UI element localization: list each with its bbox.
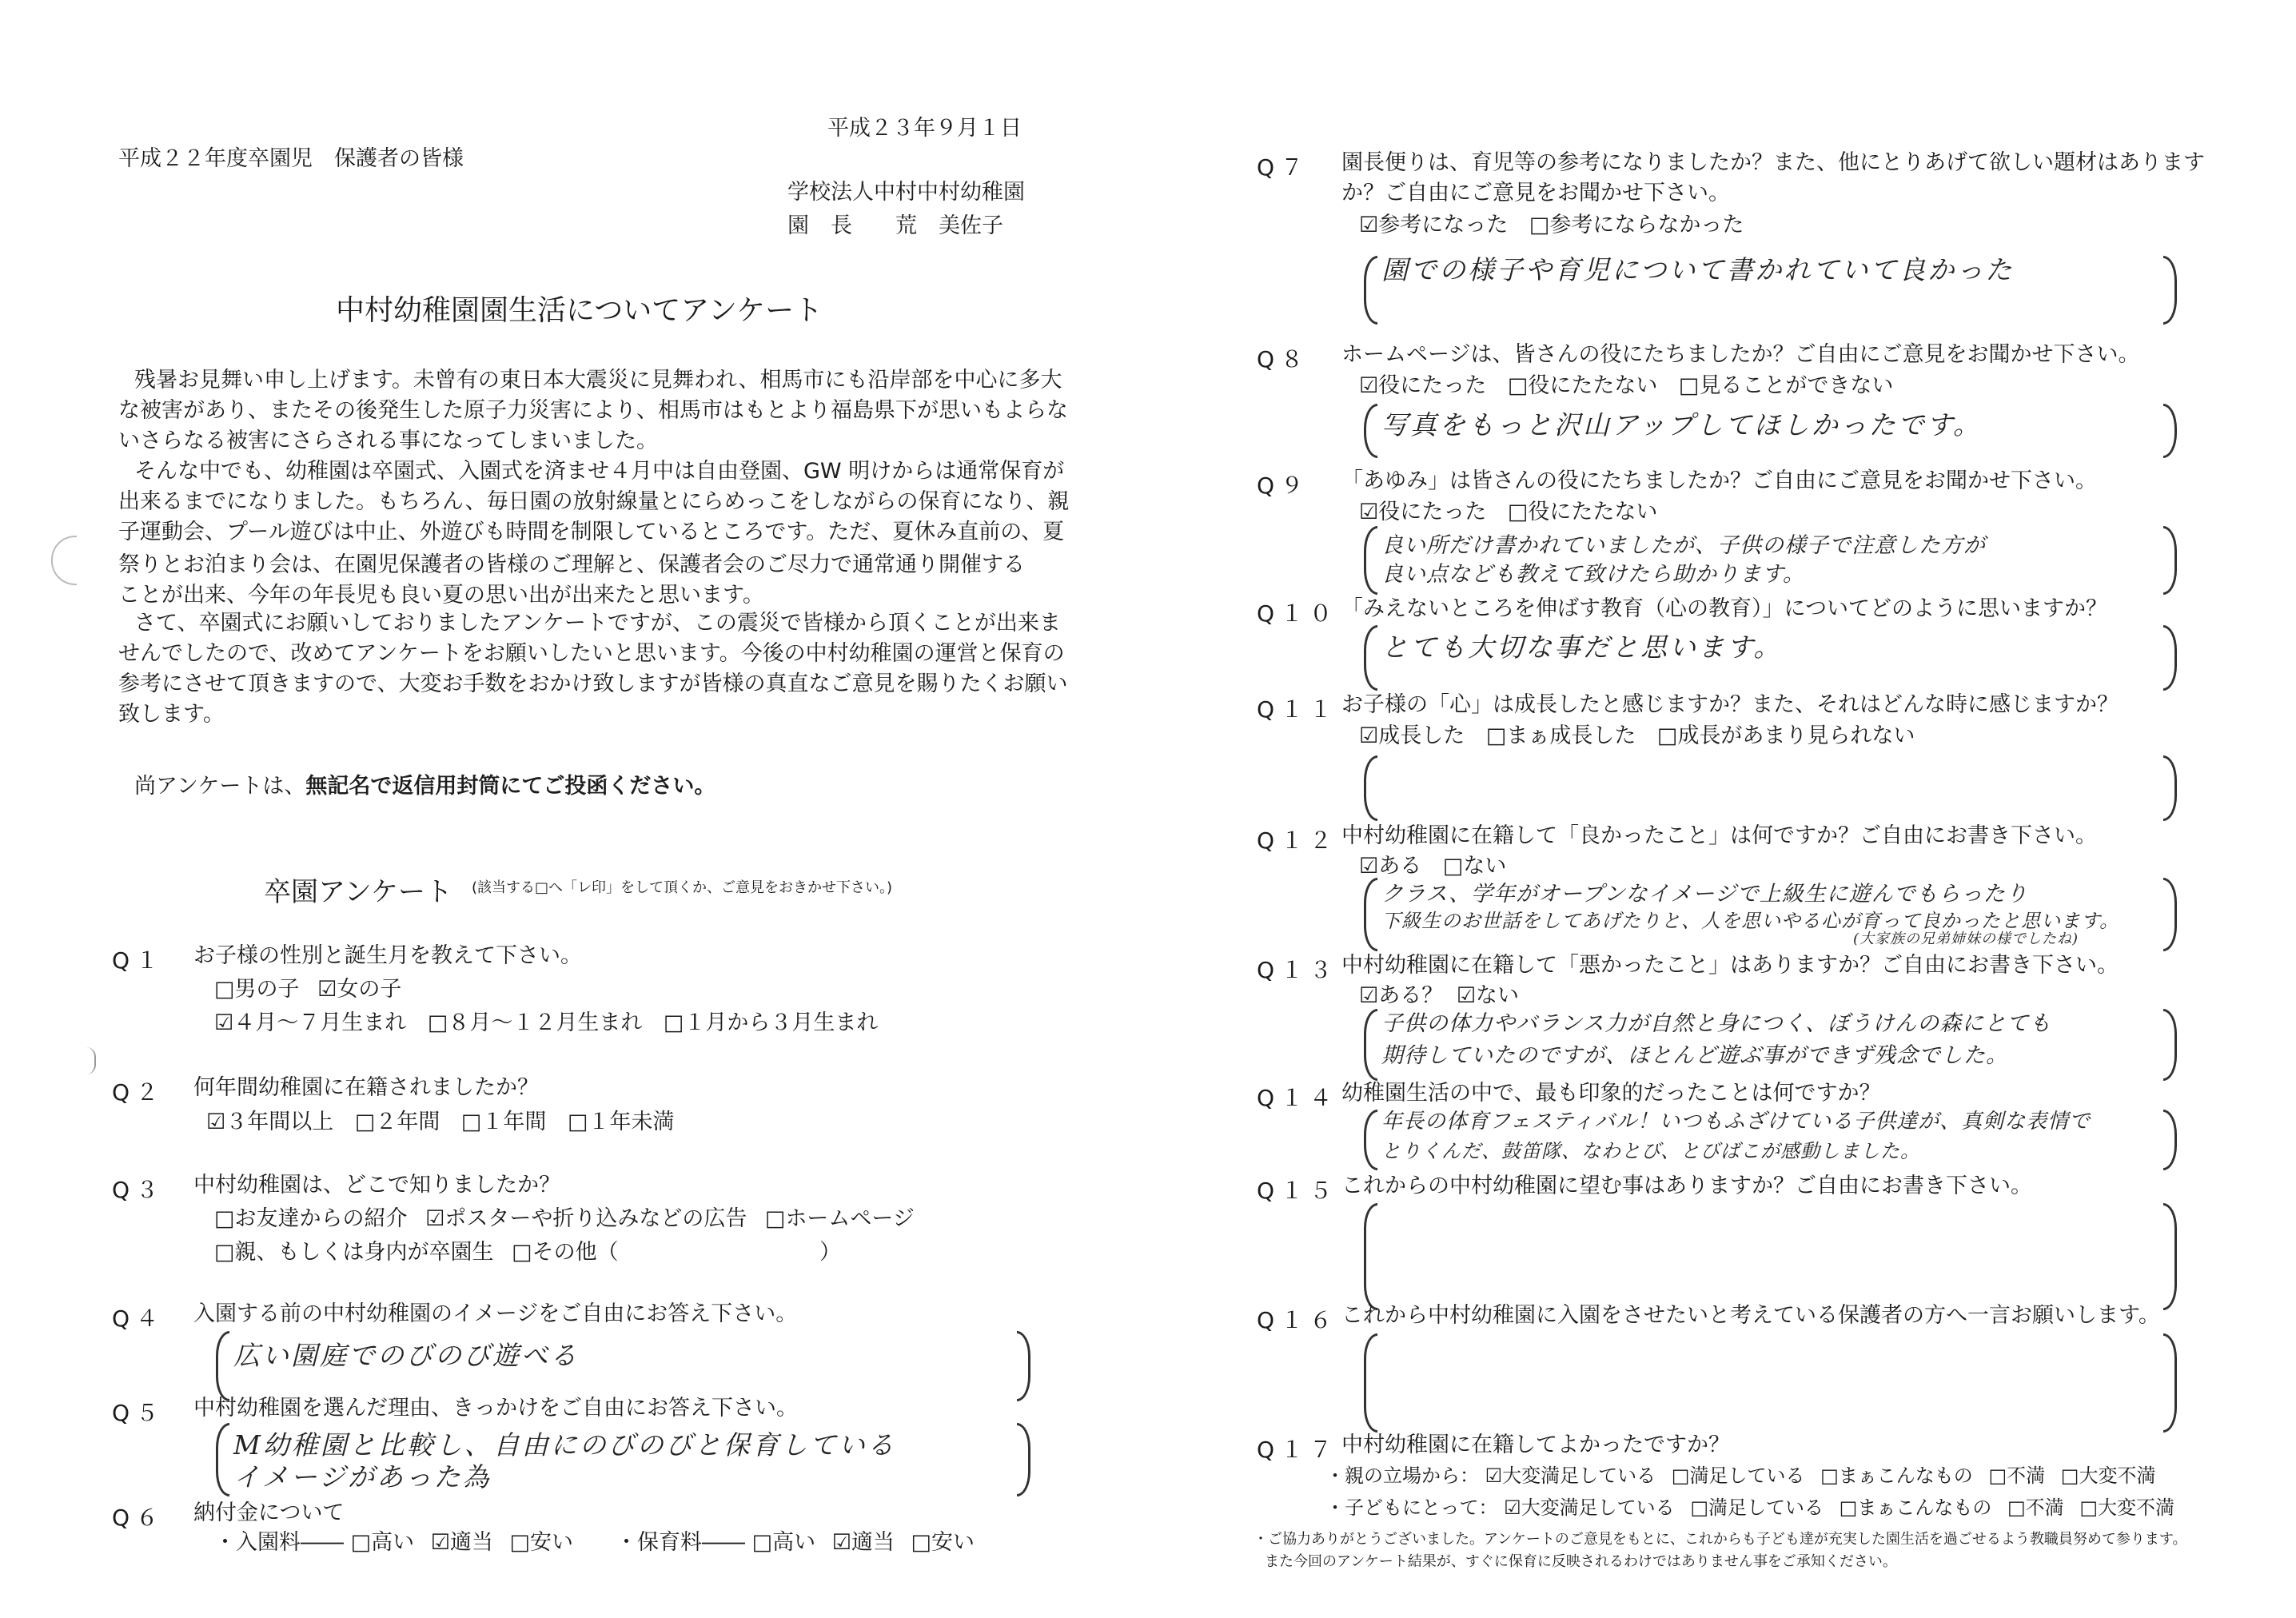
- intro-line: いさらなる被害にさらされる事になってしまいました。: [118, 428, 658, 453]
- q1-text: お子様の性別と誕生月を教えて下さい。: [193, 943, 582, 968]
- intro-line: 出来るまでになりました。もちろん、毎日園の放射線量とにらめっこをしながらの保育になり、親: [118, 489, 1070, 514]
- checkbox[interactable]: □: [214, 1240, 235, 1265]
- q17-number: Q１７: [1257, 1437, 1339, 1463]
- q9-text: 「あゆみ」は皆さんの役にたちましたか？ご自由にご意見をお聞かせ下さい。: [1341, 468, 2097, 493]
- principal-name: 園 長 荒 美佐子: [787, 213, 1003, 238]
- q16-text: これから中村幼稚園に入園をさせたいと考えている保護者の方へ一言お願いします。: [1341, 1303, 2160, 1328]
- checkbox-checked[interactable]: ☑: [1359, 854, 1379, 879]
- q11-bracket-left: [1364, 755, 1377, 821]
- checkbox[interactable]: □: [2007, 1496, 2026, 1519]
- checkbox[interactable]: □: [427, 1010, 448, 1035]
- q3-options-row2: □親、もしくは身内が卒園生 □その他（: [214, 1240, 619, 1265]
- q13-answer-line2: 期待していたのですが、ほとんど遊ぶ事ができず残念でした。: [1381, 1043, 2008, 1068]
- q7-number: Q７: [1257, 154, 1310, 181]
- intro-line: 残暑お見舞い申し上げます。未曾有の東日本大震災に見舞われ、相馬市にも沿岸部を中心に多大: [134, 368, 1062, 393]
- checkbox[interactable]: □: [1820, 1465, 1839, 1487]
- q3-text: 中村幼稚園は、どこで知りましたか？: [193, 1173, 560, 1198]
- date: 平成２３年９月１日: [827, 116, 1022, 141]
- q4-text: 入園する前の中村幼稚園のイメージをご自由にお答え下さい。: [193, 1301, 798, 1326]
- q15-bracket-left: [1364, 1203, 1377, 1310]
- checkbox[interactable]: □: [663, 1010, 684, 1035]
- q12-bracket-left: [1364, 878, 1377, 951]
- footer-note: また今回のアンケート結果が、すぐに保育に反映されるわけではありません事をご承知ください。: [1265, 1553, 1897, 1570]
- intro-line: 子運動会、プール遊びは中止、外遊びも時間を制限しているところです。ただ、夏休み直前の、夏: [118, 520, 1065, 544]
- checkbox-checked[interactable]: ☑: [1456, 983, 1477, 1008]
- q2-text: 何年間幼稚園に在籍されましたか？: [193, 1075, 539, 1100]
- q8-answer: 写真をもっと沢山アップしてほしかったです。: [1381, 409, 1983, 440]
- checkbox-checked[interactable]: ☑: [1504, 1496, 1521, 1519]
- q4-number: Q４: [112, 1305, 165, 1332]
- q13-options: ☑ある？ ☑ない: [1359, 983, 1520, 1008]
- q14-number: Q１４: [1257, 1085, 1339, 1111]
- note-bold: 無記名で返信用封筒にてご投函ください。: [305, 774, 716, 799]
- q14-bracket-left: [1364, 1110, 1377, 1170]
- checkbox-checked[interactable]: ☑: [1359, 373, 1379, 398]
- intro-line: 祭りとお泊まり会は、在園児保護者の皆様のご理解と、保護者会のご尽力で通常通り開催することが出来、今年の年長児も良い夏の思い出が出来たと思います。: [118, 552, 1025, 608]
- checkbox-checked[interactable]: ☑: [425, 1206, 445, 1231]
- q5-number: Q５: [112, 1400, 165, 1426]
- q13-bracket-right: [2163, 1009, 2177, 1081]
- checkbox-checked[interactable]: ☑: [1359, 213, 1379, 237]
- q1-number: Q１: [112, 947, 165, 974]
- q5-bracket-left: [216, 1423, 229, 1496]
- q5-text: 中村幼稚園を選んだ理由、きっかけをご自由にお答え下さい。: [193, 1396, 798, 1421]
- intro-line: そんな中でも、幼稚園は卒園式、入園式を済ませ４月中は自由登園、GW 明けからは通常保育が: [134, 459, 1065, 484]
- q9-answer-line2: 良い点なども教えて致けたら助かります。: [1381, 562, 1805, 587]
- q7-text-line2: か？ご自由にご意見をお聞かせ下さい。: [1341, 181, 1730, 205]
- checkbox[interactable]: □: [509, 1530, 531, 1555]
- q13-bracket-left: [1364, 1009, 1377, 1081]
- q5-bracket-right: [1017, 1423, 1030, 1496]
- q6-text: 納付金について: [193, 1500, 345, 1525]
- q12-answer-note: (大家族の兄弟姉妹の様でしたね): [1853, 931, 2079, 947]
- checkbox[interactable]: □: [1671, 1465, 1690, 1487]
- intro-line: さて、卒園式にお願いしておりましたアンケートですが、この震災で皆様から頂くことが出来ま: [134, 611, 1061, 636]
- intro-line: 致します。: [118, 702, 225, 727]
- q7-bracket-left: [1364, 256, 1377, 325]
- survey-title: 卒園アンケート: [264, 876, 452, 908]
- submission-note: [134, 774, 716, 799]
- checkbox[interactable]: □: [1507, 500, 1529, 524]
- q5-answer-line2: イメージがあった為: [233, 1461, 492, 1492]
- q14-answer-line1: 年長の体育フェスティバル！いつもふざけている子供達が、真剣な表情で: [1381, 1110, 2091, 1134]
- q7-options: ☑参考になった □参考にならなかった: [1359, 213, 1744, 237]
- q12-options: ☑ある □ない: [1359, 854, 1507, 879]
- q12-answer-line1: クラス、学年がオープンなイメージで上級生に遊んでもらったり: [1381, 882, 2028, 907]
- q10-bracket-right: [2163, 625, 2177, 691]
- q1-options-month: ☑４月～７月生まれ □８月～１２月生まれ □１月から３月生まれ: [214, 1010, 879, 1035]
- q10-number: Q１０: [1257, 600, 1339, 627]
- q2-number: Q２: [112, 1079, 165, 1106]
- checkbox-checked[interactable]: ☑: [430, 1530, 450, 1555]
- q11-number: Q１１: [1257, 696, 1339, 723]
- q3-number: Q３: [112, 1177, 165, 1203]
- q3-options-row1: □お友達からの紹介 ☑ポスターや折り込みなどの広告 □ホームページ: [214, 1206, 915, 1231]
- q9-bracket-left: [1364, 526, 1377, 595]
- checkbox[interactable]: □: [1988, 1465, 2007, 1487]
- q2-options: ☑３年間以上 □２年間 □１年間 □１年未満: [206, 1110, 675, 1134]
- q17-row-parent: ・親の立場から： ☑大変満足している □満足している □まぁこんなもの □不満 □大変不満: [1325, 1465, 2156, 1487]
- checkbox-checked[interactable]: ☑: [1359, 983, 1379, 1008]
- q17-row-child: ・子どもにとって： ☑大変満足している □満足している □まぁこんなもの □不満 □大変不満: [1325, 1496, 2174, 1519]
- q12-text: 中村幼稚園に在籍して「良かったこと」は何ですか？ご自由にお書き下さい。: [1341, 823, 2097, 848]
- checkbox-checked[interactable]: ☑: [1359, 723, 1379, 748]
- checkbox[interactable]: □: [751, 1530, 773, 1555]
- q10-answer: とても大切な事だと思います。: [1381, 632, 1783, 663]
- checkbox-checked[interactable]: ☑: [214, 1010, 234, 1035]
- q13-text: 中村幼稚園に在籍して「悪かったこと」はありますか？ご自由にお書き下さい。: [1341, 953, 2119, 978]
- checkbox-checked[interactable]: ☑: [1359, 500, 1379, 524]
- checkbox[interactable]: □: [214, 1206, 235, 1231]
- q14-text: 幼稚園生活の中で、最も印象的だったことは何ですか？: [1341, 1081, 1881, 1106]
- q14-bracket-right: [2163, 1110, 2177, 1170]
- page-title: 中村幼稚園園生活についてアンケート: [336, 294, 823, 327]
- note-prefix: 尚アンケートは、: [134, 774, 306, 799]
- q12-bracket-right: [2163, 878, 2177, 951]
- q16-bracket-right: [2163, 1333, 2177, 1433]
- checkbox[interactable]: □: [354, 1110, 376, 1134]
- checkbox-checked[interactable]: ☑: [831, 1530, 851, 1555]
- checkbox[interactable]: □: [1678, 373, 1700, 398]
- q8-bracket-right: [2163, 404, 2177, 458]
- q4-answer: 広い園庭でのびのび遊べる: [233, 1340, 579, 1371]
- q9-options: ☑役にたった □役にたたない: [1359, 500, 1658, 524]
- footer-thanks: ・ご協力ありがとうございました。アンケートのご意見をもとに、これからも子ども達が充実した園生活を過ごせるよう教職員努めて参ります。: [1254, 1531, 2187, 1548]
- q13-answer-line1: 子供の体力やバランス力が自然と身につく、ぼうけんの森にとても: [1381, 1011, 2052, 1036]
- checkbox[interactable]: □: [1656, 723, 1678, 748]
- checkbox[interactable]: □: [2060, 1465, 2079, 1487]
- q16-bracket-left: [1364, 1333, 1377, 1433]
- q9-bracket-right: [2163, 526, 2177, 595]
- q6-fee-childcare: ・保育料―― □高い ☑適当 □安い: [616, 1530, 975, 1555]
- q1-options-gender: □男の子 ☑女の子: [214, 977, 402, 1002]
- q4-bracket-right: [1017, 1331, 1030, 1401]
- q12-number: Q１２: [1257, 827, 1339, 854]
- checkbox[interactable]: □: [1529, 213, 1550, 237]
- q15-text: これからの中村幼稚園に望む事はありますか？ご自由にお書き下さい。: [1341, 1174, 2032, 1198]
- q17-text: 中村幼稚園に在籍してよかったですか？: [1341, 1433, 1730, 1457]
- q6-number: Q６: [112, 1504, 165, 1531]
- checkbox[interactable]: □: [1507, 373, 1529, 398]
- checkbox[interactable]: □: [1485, 723, 1507, 748]
- q16-number: Q１６: [1257, 1307, 1339, 1333]
- checkbox[interactable]: □: [764, 1206, 786, 1231]
- q8-options: ☑役にたった □役にたたない □見ることができない: [1359, 373, 1894, 398]
- q12-answer-line2: 下級生のお世話をしてあげたりと、人を思いやる心が育って良かったと思います。: [1381, 910, 2120, 932]
- survey-subtitle: (該当する□へ「レ印」をして頂くか、ご意見をおきかせ下さい。): [472, 879, 893, 896]
- checkbox[interactable]: □: [1690, 1496, 1709, 1519]
- q4-bracket-left: [216, 1331, 229, 1401]
- checkbox[interactable]: □: [1442, 854, 1464, 879]
- checkbox[interactable]: □: [214, 977, 235, 1002]
- q8-bracket-left: [1364, 404, 1377, 458]
- addressee: 平成２２年度卒園児 保護者の皆様: [118, 146, 464, 171]
- checkbox[interactable]: □: [460, 1110, 482, 1134]
- q15-bracket-right: [2163, 1203, 2177, 1310]
- q7-bracket-right: [2163, 256, 2177, 325]
- checkbox[interactable]: □: [568, 1110, 588, 1134]
- checkbox[interactable]: □: [1839, 1496, 1858, 1519]
- intro-line: 参考にさせて頂きますので、大変お手数をおかけ致しますが皆様の真直なご意見を賜りたくお願い: [118, 672, 1068, 696]
- checkbox-checked[interactable]: ☑: [317, 977, 337, 1002]
- q15-number: Q１５: [1257, 1178, 1339, 1204]
- checkbox[interactable]: □: [350, 1530, 372, 1555]
- intro-line: な被害があり、またその後発生した原子力災害により、相馬市はもとより福島県下が思いもよらな: [118, 398, 1068, 423]
- q7-text-line1: 園長便りは、育児等の参考になりましたか？また、他にとりあげて欲しい題材はあります: [1341, 150, 2205, 175]
- checkbox-checked[interactable]: ☑: [1485, 1465, 1503, 1487]
- q8-text: ホームページは、皆さんの役にたちましたか？ご自由にご意見をお聞かせ下さい。: [1341, 342, 2140, 367]
- q9-answer-line1: 良い所だけ書かれていましたが、子供の様子で注意した方が: [1381, 533, 1986, 558]
- q6-fee-entrance: ・入園料―― □高い ☑適当 □安い: [214, 1530, 574, 1555]
- q14-answer-line2: とりくんだ、鼓笛隊、なわとび、とびばこが感動しました。: [1381, 1140, 1921, 1162]
- binder-mark: [86, 1047, 96, 1074]
- q10-text: 「みえないところを伸ばす教育（心の教育）」についてどのように思いますか？: [1341, 596, 2107, 621]
- q8-number: Q８: [1257, 346, 1310, 373]
- checkbox-checked[interactable]: ☑: [206, 1110, 226, 1134]
- binder-hole-mark: [51, 536, 77, 585]
- q11-bracket-right: [2163, 755, 2177, 821]
- q7-answer: 園での様子や育児について書かれていて良かった: [1381, 254, 2015, 285]
- checkbox[interactable]: □: [911, 1530, 932, 1555]
- checkbox[interactable]: □: [2079, 1496, 2098, 1519]
- q9-number: Q９: [1257, 472, 1310, 499]
- checkbox[interactable]: □: [512, 1240, 532, 1265]
- q13-number: Q１３: [1257, 957, 1339, 983]
- q3-close-paren: ）: [819, 1240, 841, 1265]
- intro-line: せんでしたので、改めてアンケートをお願いしたいと思います。今後の中村幼稚園の運営と保育の: [118, 641, 1065, 666]
- q11-text: お子様の「心」は成長したと感じますか？また、それはどんな時に感じますか？: [1341, 692, 2119, 717]
- q11-options: ☑成長した □まぁ成長した □成長があまり見られない: [1359, 723, 1915, 748]
- organization: 学校法人中村中村幼稚園: [787, 180, 1025, 205]
- q10-bracket-left: [1364, 625, 1377, 691]
- q5-answer-line1: M幼稚園と比較し、自由にのびのびと保育している: [233, 1429, 896, 1461]
